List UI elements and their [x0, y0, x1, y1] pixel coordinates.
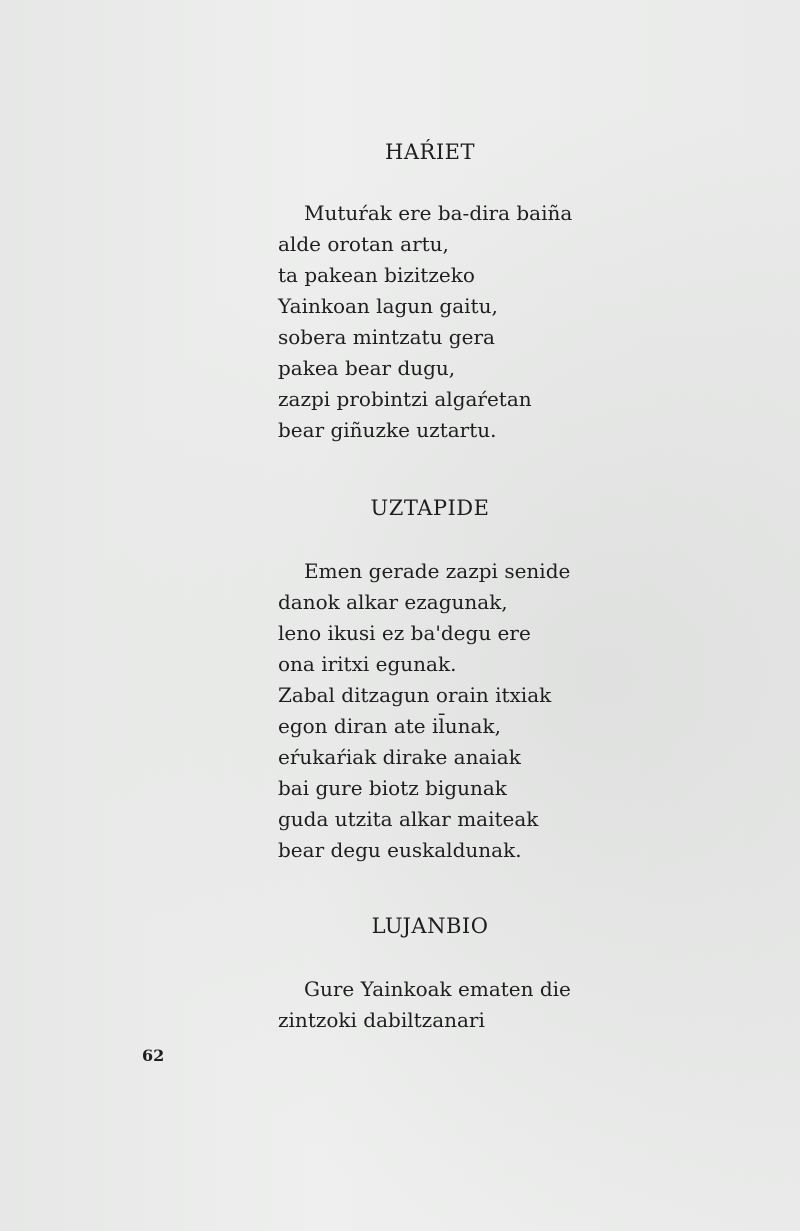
- verse-line: danok alkar ezagunak,: [278, 590, 508, 614]
- verse-line: guda utzita alkar maiteak: [278, 807, 539, 831]
- verse-line: bear giñuzke uztartu.: [278, 418, 497, 442]
- stanza-lujanbio: [278, 974, 571, 1036]
- poem-heading-lujanbio: LUJANBIO: [371, 914, 489, 938]
- verse-line: bear degu euskaldunak.: [278, 838, 522, 862]
- page-number: 62: [142, 1046, 165, 1065]
- verse-line: zintzoki dabiltzanari: [278, 1008, 485, 1032]
- verse-line: Zabal ditzagun orain itxiak: [278, 683, 552, 707]
- verse-line: eŕukaŕiak dirake anaiak: [278, 745, 521, 769]
- verse-line: bai gure biotz bigunak: [278, 776, 507, 800]
- verse-line: Gure Yainkoak ematen die: [304, 977, 571, 1001]
- stanza-uztapide: [278, 556, 570, 866]
- verse-line: pakea bear dugu,: [278, 356, 456, 380]
- verse-line: zazpi probintzi algaŕetan: [278, 387, 532, 411]
- verse-line: Yainkoan lagun gaitu,: [278, 294, 498, 318]
- verse-line: alde orotan artu,: [278, 232, 449, 256]
- poem-heading-hariet: HAŔIET: [385, 140, 475, 164]
- verse-line: sobera mintzatu gera: [278, 325, 495, 349]
- verse-line: ta pakean bizitzeko: [278, 263, 475, 287]
- verse-line: ona iritxi egunak.: [278, 652, 457, 676]
- verse-line: Mutuŕak ere ba-dira baiña: [304, 201, 573, 225]
- poem-heading-uztapide: UZTAPIDE: [370, 496, 490, 520]
- verse-line: egon diran ate il̄unak,: [278, 714, 501, 738]
- verse-line: leno ikusi ez ba'degu ere: [278, 621, 531, 645]
- stanza-hariet: [278, 198, 572, 446]
- verse-line: Emen gerade zazpi senide: [304, 559, 571, 583]
